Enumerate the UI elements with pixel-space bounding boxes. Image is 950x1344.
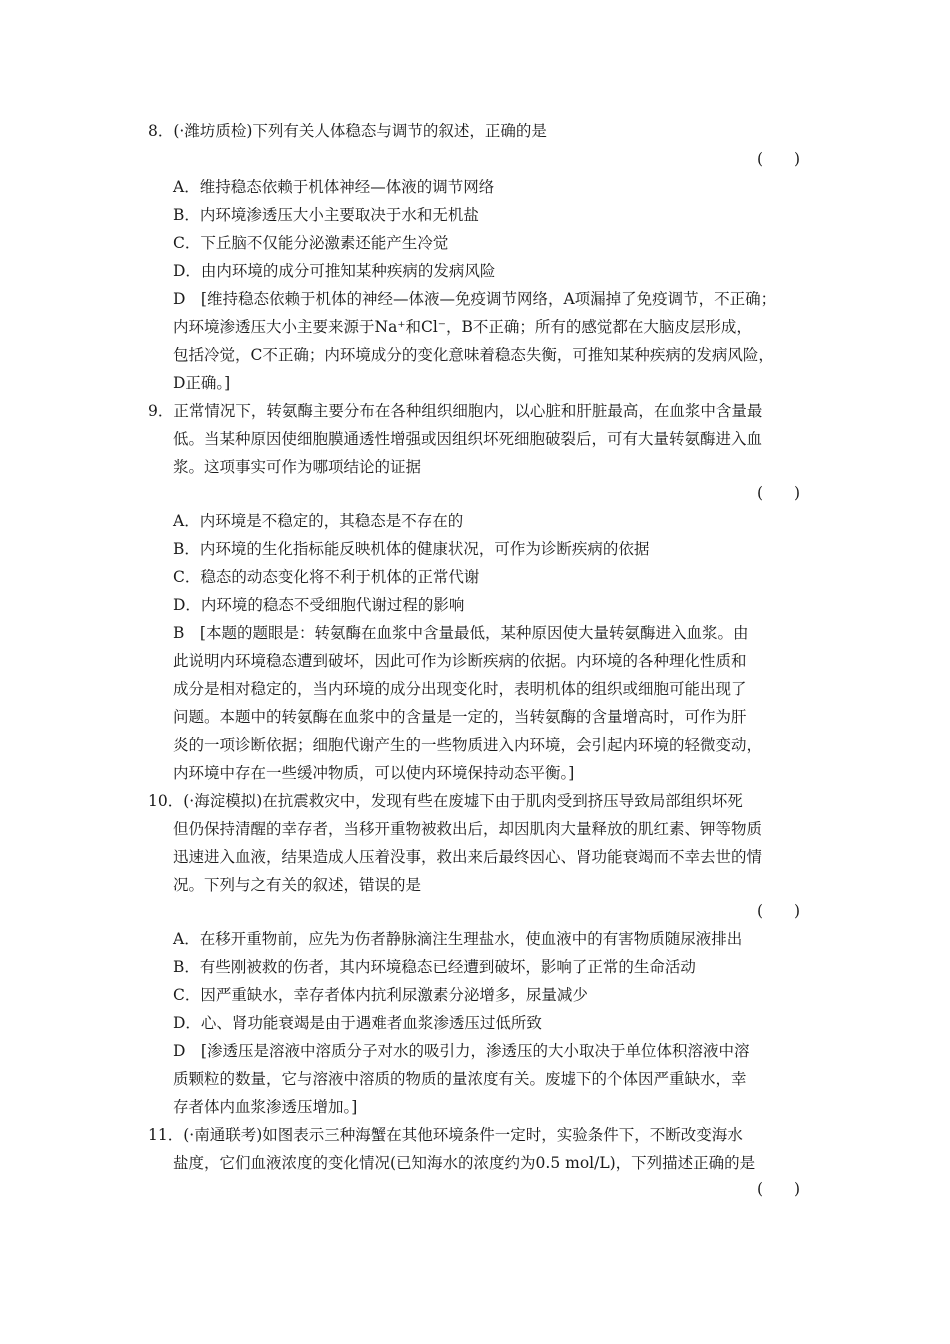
option-d: D．心、肾功能衰竭是由于遇难者血浆渗透压过低所致 [173, 1014, 542, 1032]
answer-bracket: ( ) [757, 902, 801, 920]
answer-explanation: 包括冷觉，C不正确；内环境成分的变化意味着稳态失衡，可推知某种疾病的发病风险， [173, 346, 774, 364]
answer-bracket: ( ) [757, 1180, 801, 1198]
answer-explanation: D正确。] [173, 374, 231, 392]
answer-explanation: 内环境渗透压大小主要来源于Na⁺和Cl⁻，B不正确；所有的感觉都在大脑皮层形成， [173, 318, 752, 336]
question-stem: 迅速进入血液，结果造成人压着没事，救出来后最终因心、肾功能衰竭而不幸去世的情 [173, 848, 763, 866]
answer-explanation: 成分是相对稳定的，当内环境的成分出现变化时，表明机体的组织或细胞可能出现了 [173, 680, 747, 698]
question-stem: 况。下列与之有关的叙述，错误的是 [173, 876, 422, 894]
option-a: A．在移开重物前，应先为伤者静脉滴注生理盐水，使血液中的有害物质随尿液排出 [173, 930, 743, 948]
option-c: C．因严重缺水，幸存者体内抗利尿激素分泌增多，尿量减少 [173, 986, 588, 1004]
question-stem: 11．(·南通联考)如图表示三种海蟹在其他环境条件一定时，实验条件下，不断改变海水 [148, 1126, 743, 1144]
answer-explanation: 存者体内血浆渗透压增加。] [173, 1098, 358, 1116]
question-stem: 但仍保持清醒的幸存者，当移开重物被救出后，却因肌肉大量释放的肌红素、钾等物质 [173, 820, 763, 838]
option-b: B．内环境渗透压大小主要取决于水和无机盐 [173, 206, 479, 224]
question-stem: 10．(·海淀模拟)在抗震救灾中，发现有些在废墟下由于肌肉受到挤压导致局部组织坏死 [148, 792, 743, 810]
option-a: A．维持稳态依赖于机体神经—体液的调节网络 [173, 178, 495, 196]
option-c: C．稳态的动态变化将不利于机体的正常代谢 [173, 568, 480, 586]
question-stem: 盐度，它们血液浓度的变化情况(已知海水的浓度约为0.5 mol/L)，下列描述正确的是 [173, 1154, 756, 1172]
option-d: D．内环境的稳态不受细胞代谢过程的影响 [173, 596, 465, 614]
answer-explanation: 质颗粒的数量，它与溶液中溶质的物质的量浓度有关。废墟下的个体因严重缺水，幸 [173, 1070, 747, 1088]
answer-explanation: 内环境中存在一些缓冲物质，可以使内环境保持动态平衡。] [173, 764, 575, 782]
option-c: C．下丘脑不仅能分泌激素还能产生冷觉 [173, 234, 449, 252]
option-d: D．由内环境的成分可推知某种疾病的发病风险 [173, 262, 496, 280]
answer-explanation: 问题。本题中的转氨酶在血浆中的含量是一定的，当转氨酶的含量增高时，可作为肝 [173, 708, 747, 726]
question-stem: 低。当某种原因使细胞膜通透性增强或因组织坏死细胞破裂后，可有大量转氨酶进入血 [173, 430, 763, 448]
answer-bracket: ( ) [757, 150, 801, 168]
option-b: B．有些刚被救的伤者，其内环境稳态已经遭到破坏，影响了正常的生命活动 [173, 958, 696, 976]
answer-explanation: D [渗透压是溶液中溶质分子对水的吸引力，渗透压的大小取决于单位体积溶液中溶 [173, 1042, 750, 1060]
question-stem: 8．(·潍坊质检)下列有关人体稳态与调节的叙述，正确的是 [148, 122, 547, 140]
option-b: B．内环境的生化指标能反映机体的健康状况，可作为诊断疾病的依据 [173, 540, 650, 558]
answer-explanation: 此说明内环境稳态遭到破坏，因此可作为诊断疾病的依据。内环境的各种理化性质和 [173, 652, 747, 670]
answer-bracket: ( ) [757, 484, 801, 502]
answer-explanation: D [维持稳态依赖于机体的神经—体液—免疫调节网络，A项漏掉了免疫调节，不正确； [173, 290, 777, 308]
question-stem: 9．正常情况下，转氨酶主要分布在各种组织细胞内，以心脏和肝脏最高，在血浆中含量最 [148, 402, 763, 420]
answer-explanation: 炎的一项诊断依据；细胞代谢产生的一些物质进入内环境，会引起内环境的轻微变动， [173, 736, 763, 754]
option-a: A．内环境是不稳定的，其稳态是不存在的 [173, 512, 464, 530]
question-stem: 浆。这项事实可作为哪项结论的证据 [173, 458, 422, 476]
answer-explanation: B [本题的题眼是：转氨酶在血浆中含量最低，某种原因使大量转氨酶进入血浆。由 [173, 624, 749, 642]
